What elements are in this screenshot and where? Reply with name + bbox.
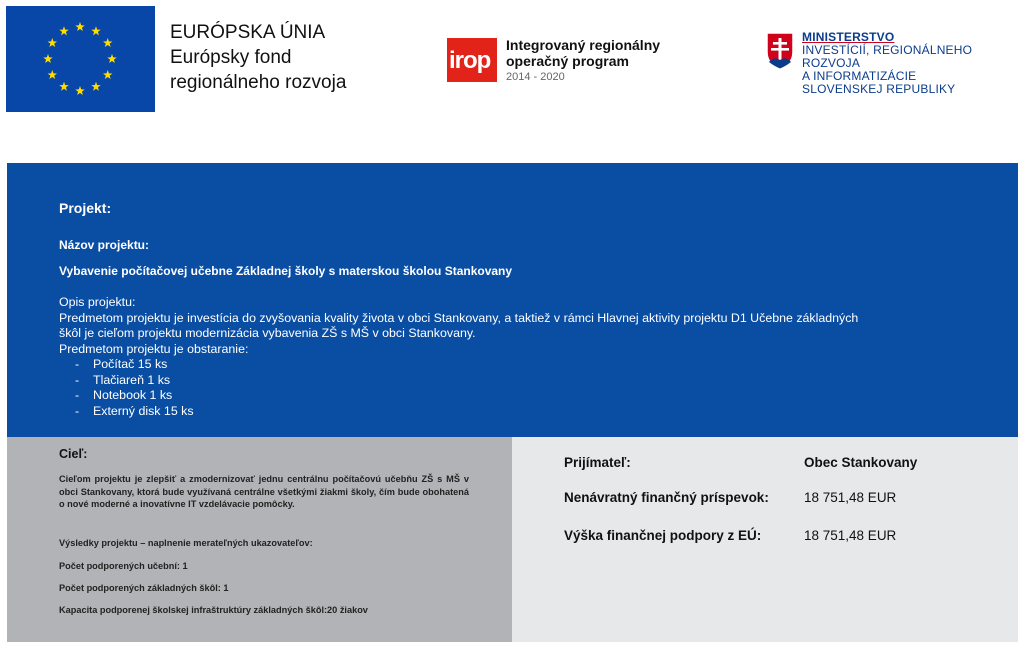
irop-title-line: Integrovaný regionálny (506, 37, 661, 53)
irop-title (506, 37, 660, 85)
eu-support-value: 18 751,48 EUR (804, 528, 897, 543)
ministry-title-line: SLOVENSKEJ REPUBLIKY (802, 82, 956, 96)
project-description (59, 295, 959, 419)
list-item: - Externý disk 15 ks (75, 404, 959, 420)
eu-star-icon (48, 70, 58, 79)
eu-star-icon (43, 54, 53, 63)
eu-fund-title (170, 20, 346, 95)
project-name: Vybavenie počítačovej učebne Základnej školy s materskou školou Stankovany (59, 264, 513, 278)
eu-title-line: Európsky fond (170, 47, 292, 68)
goal-text: Cieľom projektu je zlepšiť a zmodernizovať jednu centrálnu počítačovú učebňu ZŠ s MŠ v obci Stankovany, ktorá bude využívaná centrálne všetkými žiakmi školy, čím bude obohatená o nové moderné a inovatívne IT vzdelávacie pomôcky. (59, 474, 469, 509)
goal-panel (7, 437, 512, 642)
results-label: Výsledky projektu – naplnenie merateľných ukazovateľov: (59, 538, 313, 548)
goal-heading: Cieľ: (59, 447, 88, 461)
grant-value: 18 751,48 EUR (804, 490, 897, 505)
irop-logo-text: irop (449, 47, 491, 74)
result-item: Kapacita podporenej školskej infraštruktúry základných škôl:20 žiakov (59, 605, 368, 615)
project-name-label: Názov projektu: (59, 238, 150, 252)
eu-title-line: EURÓPSKA ÚNIA (170, 22, 326, 43)
ministry-title-line: MINISTERSTVO (802, 30, 895, 44)
project-heading: Projekt: (59, 200, 112, 216)
recipient-label: Prijímateľ: (564, 455, 631, 470)
ministry-title-line: A INFORMATIZÁCIE (802, 69, 917, 83)
funding-info-panel (512, 437, 1018, 642)
eu-flag-logo (6, 6, 155, 112)
eu-star-icon (91, 82, 101, 91)
eu-star-icon (75, 86, 85, 95)
eu-star-icon (103, 38, 113, 47)
irop-logo (447, 38, 497, 82)
list-item: - Počítač 15 ks (75, 357, 959, 373)
eu-star-icon (48, 38, 58, 47)
eu-star-icon (59, 82, 69, 91)
result-item: Počet podporených učební: 1 (59, 561, 188, 571)
eu-star-icon (107, 54, 117, 63)
description-label: Opis projektu: (59, 295, 136, 309)
description-line: Predmetom projektu je investícia do zvyšovania kvality života v obci Stankovany, a taktiež v rámci Hlavnej aktivity projektu D1 Učebne základných (59, 310, 859, 325)
eu-star-icon (59, 26, 69, 35)
eu-support-label: Výška finančnej podpory z EÚ: (564, 528, 762, 543)
description-line: škôl je cieľom projektu modernizácia vybavenia ZŠ s MŠ v obci Stankovany. (59, 326, 476, 340)
eu-stars-icon (6, 6, 155, 112)
eu-star-icon (103, 70, 113, 79)
list-item: - Notebook 1 ks (75, 388, 959, 404)
eu-title-line: regionálneho rozvoja (170, 72, 347, 93)
ministry-title-line: INVESTÍCIÍ, REGIONÁLNEHO ROZVOJA (802, 43, 973, 70)
ministry-title (802, 31, 1024, 96)
irop-years: 2014 - 2020 (506, 71, 565, 83)
project-panel (7, 163, 1018, 437)
items-label: Predmetom projektu je obstaranie: (59, 341, 249, 356)
irop-title-line: operačný program (506, 53, 629, 69)
list-item: - Tlačiareň 1 ks (75, 373, 959, 389)
eu-star-icon (75, 22, 85, 31)
slovak-coat-of-arms-icon (766, 32, 794, 70)
result-item: Počet podporených základných škôl: 1 (59, 583, 229, 593)
recipient-value: Obec Stankovany (804, 455, 918, 470)
eu-star-icon (91, 26, 101, 35)
grant-label: Nenávratný finančný príspevok: (564, 490, 769, 505)
items-list (59, 357, 959, 419)
